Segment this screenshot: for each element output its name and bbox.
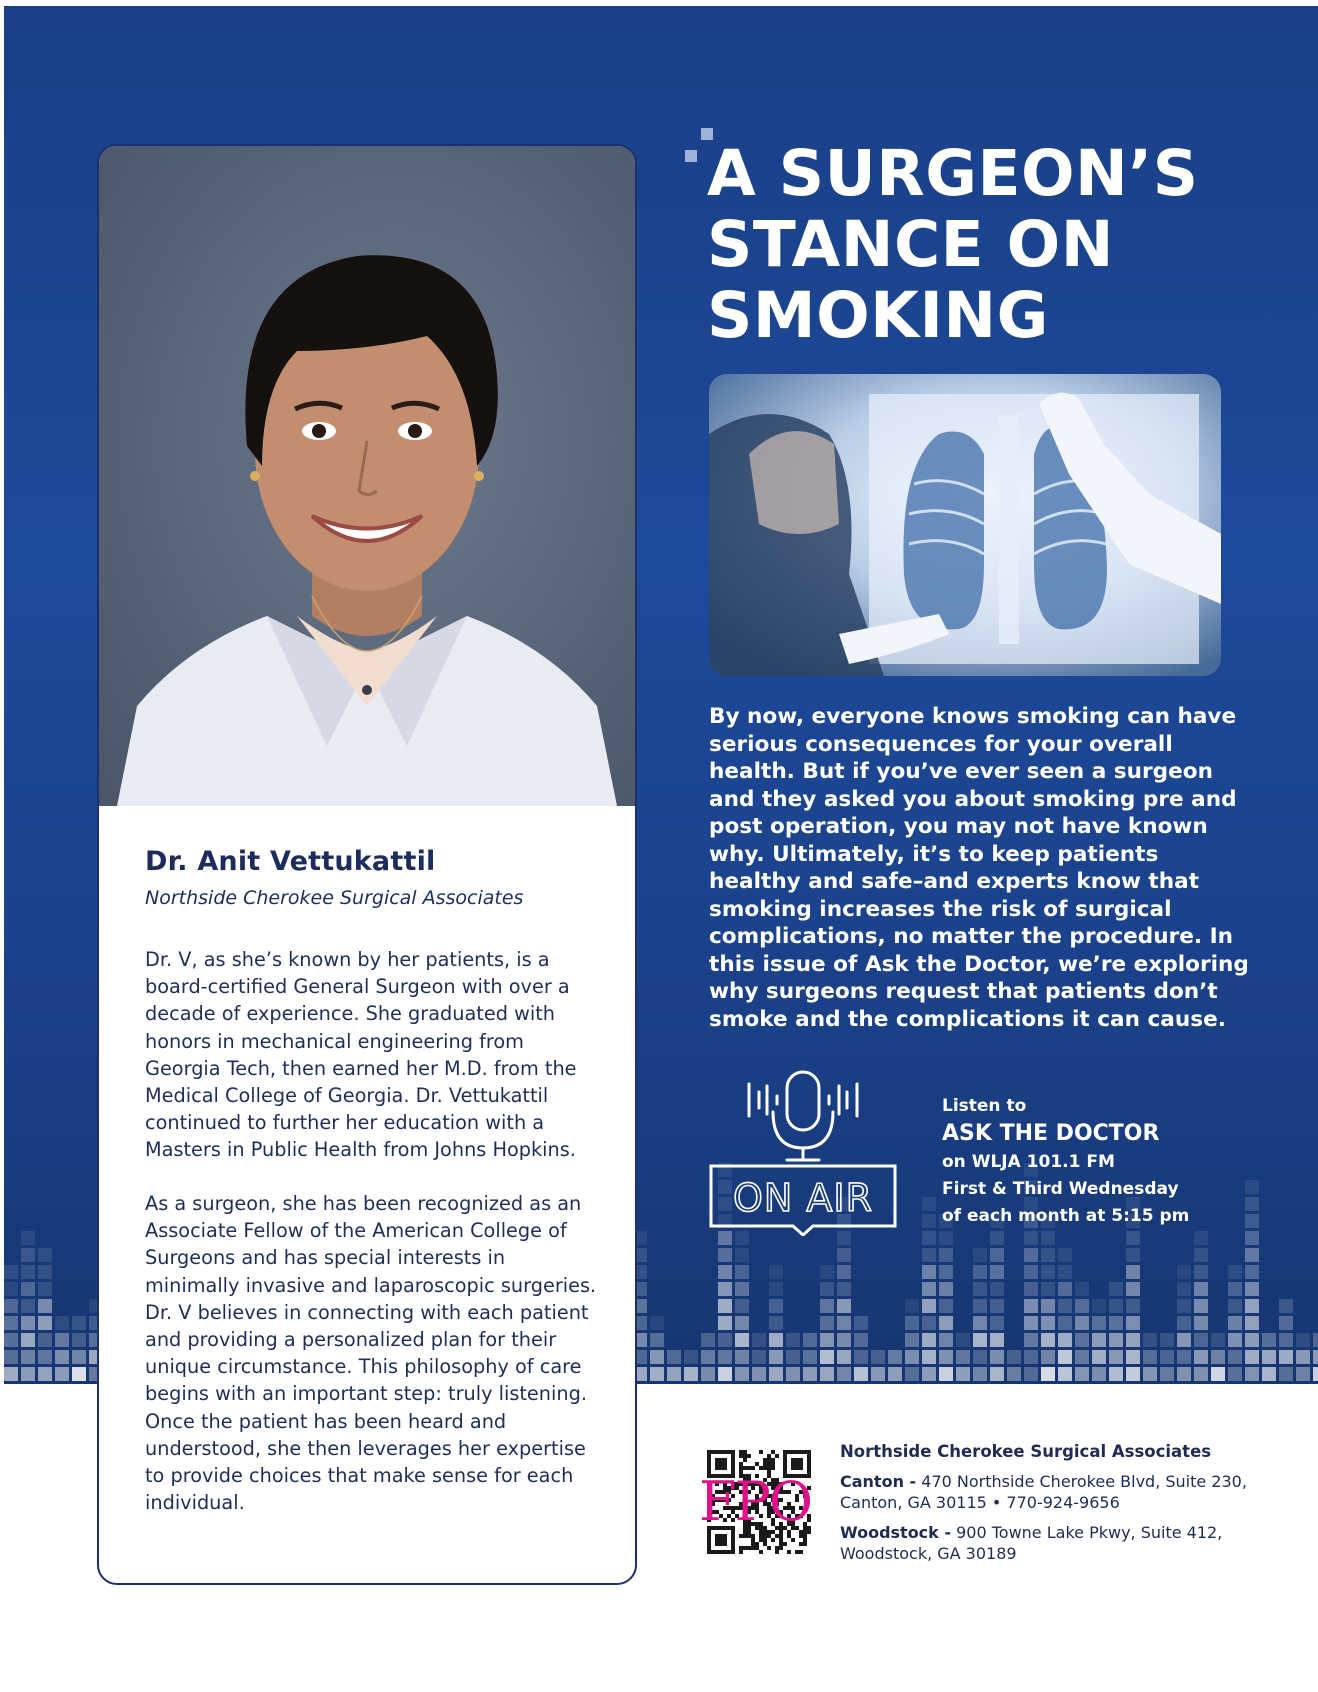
schedule: First & Third Wednesday (942, 1179, 1179, 1199)
woodstock-city: Woodstock, GA 30189 (840, 1544, 1017, 1563)
show-name: ASK THE DOCTOR (942, 1121, 1160, 1146)
canton-city-phone: Canton, GA 30115 • 770-924-9656 (840, 1493, 1120, 1512)
canton-label: Canton - (840, 1472, 917, 1491)
title-line: STANCE ON (707, 208, 1114, 281)
woodstock-address: 900 Towne Lake Pkwy, Suite 412, (951, 1523, 1223, 1542)
intro-paragraph: By now, everyone knows smoking can have serious consequences for your overall health. But if you’ve ever seen a surgeon and they asked you about smoking pre and post operation, you may not have known why. Ultimately, it’s to keep patients healthy and safe–and experts know that smoking increases the risk of surgical complications, no matter the procedure. In this issue of Ask the Doctor, we’re exploring why surgeons request that patients don’t smoke and the complications it can cause. (709, 704, 1249, 1032)
doctor-bio-paragraph: As a surgeon, she has been recognized as an Associate Fellow of the American College of Surgeons and has special interests in minimally invasive and laparoscopic surgeries. Dr. V believes in connecting with each patient and providing a personalized plan for their unique circumstance. This philosophy of care begins with an important step: truly listening. Once the patient has been heard and understood, she then leverages her expertise to provide choices that make sense for each individual. (145, 1192, 597, 1515)
doctor-card (97, 144, 637, 1585)
microphone-icon (707, 1068, 899, 1236)
canton-location (840, 1471, 1260, 1513)
doctor-name: Dr. Anit Vettukattil (145, 846, 436, 877)
page-title (707, 138, 1267, 351)
contact-block (840, 1441, 1260, 1573)
woodstock-label: Woodstock - (840, 1523, 952, 1542)
canton-address: 470 Northside Cherokee Blvd, Suite 230, (916, 1472, 1247, 1491)
title-line: SMOKING (707, 279, 1049, 352)
xray-photo (709, 374, 1221, 676)
woodstock-location (840, 1522, 1260, 1564)
radio-info (942, 1093, 1189, 1230)
schedule: of each month at 5:15 pm (942, 1206, 1190, 1226)
title-line: A SURGEON’S (707, 137, 1199, 210)
on-air-badge: ON AIR (732, 1176, 874, 1220)
station: on WLJA 101.1 FM (942, 1152, 1115, 1172)
doctor-practice: Northside Cherokee Surgical Associates (145, 887, 524, 909)
fpo-placeholder: FPO (699, 1470, 812, 1533)
doctor-bio-paragraph: Dr. V, as she’s known by her patients, is a board-certified General Surgeon with over a decade of experience. She graduated with honors in mechanical engineering from Georgia Tech, then earned her M.D. from the Medical College of Georgia. Dr. Vettukattil continued to further her education with a Masters in Public Health from Johns Hopkins. (145, 948, 577, 1162)
listen-label: Listen to (942, 1096, 1027, 1116)
contact-org: Northside Cherokee Surgical Associates (840, 1442, 1212, 1461)
doctor-portrait (99, 146, 635, 806)
